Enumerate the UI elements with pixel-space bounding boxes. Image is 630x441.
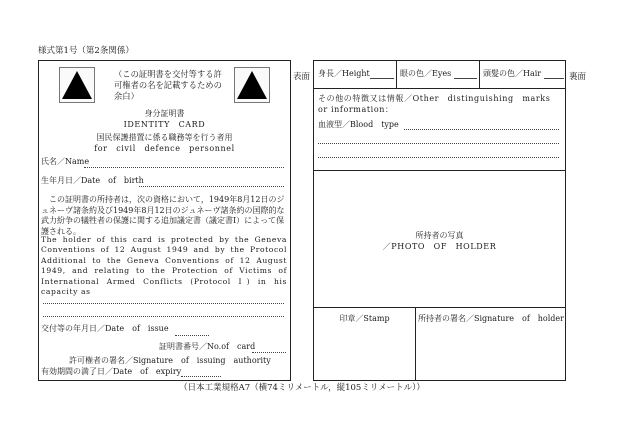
footer-note: （日本工業規格A7（横74ミリメートル，縦105ミリメートル）） [179,383,425,393]
back-side-label: 裏面 [569,72,587,82]
triangle-emblem-icon [62,71,92,99]
capacity-line-2[interactable] [43,316,284,317]
hair-label: 頭髪の色／Hair [483,69,542,78]
photo-label-en: ／PHOTO OF HOLDER [382,242,497,251]
card-front [38,60,291,381]
height-field[interactable] [370,78,394,79]
subtitle-en: for civil defence personnel [94,144,235,153]
hair-field[interactable] [544,78,564,79]
card-back [313,60,566,381]
eyes-field[interactable] [454,78,477,79]
other-line-2[interactable] [318,157,559,158]
blood-type-label: 血液型／Blood type [318,120,399,129]
title-ja: 身分証明書 [144,109,185,118]
other-marks-label: その他の特徴又は情報／Other distinguishing marks or information： [318,94,560,114]
name-field[interactable] [84,167,284,168]
expiry-label: 有効期間の満了日／Date of expiry [41,367,182,376]
front-side-label: 表面 [293,72,311,82]
title-en: IDENTITY CARD [123,120,206,129]
issuer-blank-note: （この証明書を交付等する許可権者の名を記載するための余白） [114,69,222,101]
card-number-field[interactable] [252,352,286,353]
triangle-emblem-icon [237,71,267,99]
capacity-line-1[interactable] [43,303,284,304]
stamp-label: 印章／Stamp [339,314,390,323]
blood-type-field[interactable] [404,129,559,130]
holder-signature-label: 所持者の署名／Signature of holder [418,314,564,323]
issue-date-label: 交付等の年月日／Date of issue [41,324,169,333]
dob-label: 生年月日／Date of birth [41,176,144,185]
subtitle-ja: 国民保護措置に係る職務等を行う者用 [96,133,233,142]
name-label: 氏名／Name [41,157,90,166]
emblem-right [234,67,270,103]
photo-label-ja: 所持者の写真 [415,231,464,240]
other-line-1[interactable] [318,143,559,144]
eyes-label: 眼の色／Eyes [400,69,452,78]
expiry-field[interactable] [181,376,221,377]
protection-text-ja: この証明書の所持者は，次の資格において，1949年8月12日のジュネーヴ諸条約及び1949年8月12日のジュネーヴ諸条約の国際的な武力紛争の犠牲者の保護に関する追加議定書（議定書Ⅰ）によって保護される。 [41,195,285,236]
issuer-signature-label: 許可権者の署名／Signature of issuing authority [69,356,271,365]
protection-text-en: The holder of this card is protected by the Geneva Conventions of 12 August 1949 and by the Protocol Additional to the Geneva Conventions of 12 August 1949, and relating to the Protection of Victims of International Armed Conflicts (Protocol Ⅰ) in his capacity as [41,235,287,296]
form-number: 様式第1号（第2条関係） [38,46,134,56]
height-label: 身長／Height [318,69,370,78]
dob-field[interactable] [139,186,284,187]
card-number-label: 証明書番号／No.of card [159,342,256,351]
issue-date-field[interactable] [175,335,209,336]
emblem-left [59,67,95,103]
